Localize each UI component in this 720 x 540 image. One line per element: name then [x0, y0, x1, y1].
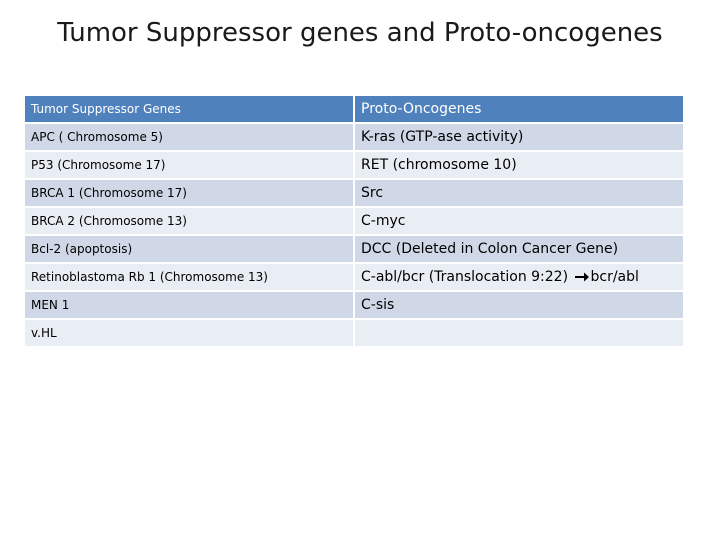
tumor-suppressor-cell: BRCA 2 (Chromosome 13) [25, 208, 353, 236]
tumor-suppressor-cell: v.HL [25, 320, 353, 348]
table-row [25, 320, 683, 348]
table-row [25, 264, 683, 292]
fusion-gene-label: bcr/abl [590, 269, 639, 285]
proto-oncogene-cell: C-sis [353, 292, 683, 320]
table-row [25, 208, 683, 236]
table-row [25, 180, 683, 208]
tumor-suppressor-cell: Retinoblastoma Rb 1 (Chromosome 13) [25, 264, 353, 292]
tumor-suppressor-cell: Bcl-2 (apoptosis) [25, 236, 353, 264]
table-row [25, 292, 683, 320]
tumor-suppressor-cell: APC ( Chromosome 5) [25, 124, 353, 152]
header-tumor-suppressor-genes: Tumor Suppressor Genes [25, 96, 353, 124]
proto-oncogene-cell: Src [353, 180, 683, 208]
proto-oncogene-cell [353, 264, 683, 292]
tumor-suppressor-cell: BRCA 1 (Chromosome 17) [25, 180, 353, 208]
tumor-suppressor-cell: P53 (Chromosome 17) [25, 152, 353, 180]
table-row [25, 152, 683, 180]
gene-comparison-table [25, 96, 683, 348]
header-proto-oncogenes: Proto-Oncogenes [353, 96, 683, 124]
arrow-right-icon [575, 269, 589, 285]
proto-oncogene-cell: C-myc [353, 208, 683, 236]
proto-oncogene-cell: K-ras (GTP-ase activity) [353, 124, 683, 152]
translocation-label: C-abl/bcr (Translocation 9:22) [361, 269, 569, 285]
tumor-suppressor-cell: MEN 1 [25, 292, 353, 320]
proto-oncogene-cell [353, 320, 683, 348]
table-row [25, 124, 683, 152]
table-row [25, 236, 683, 264]
proto-oncogene-cell: DCC (Deleted in Colon Cancer Gene) [353, 236, 683, 264]
proto-oncogene-cell: RET (chromosome 10) [353, 152, 683, 180]
slide-title: Tumor Suppressor genes and Proto-oncogenes [57, 18, 663, 48]
table-header-row [25, 96, 683, 124]
